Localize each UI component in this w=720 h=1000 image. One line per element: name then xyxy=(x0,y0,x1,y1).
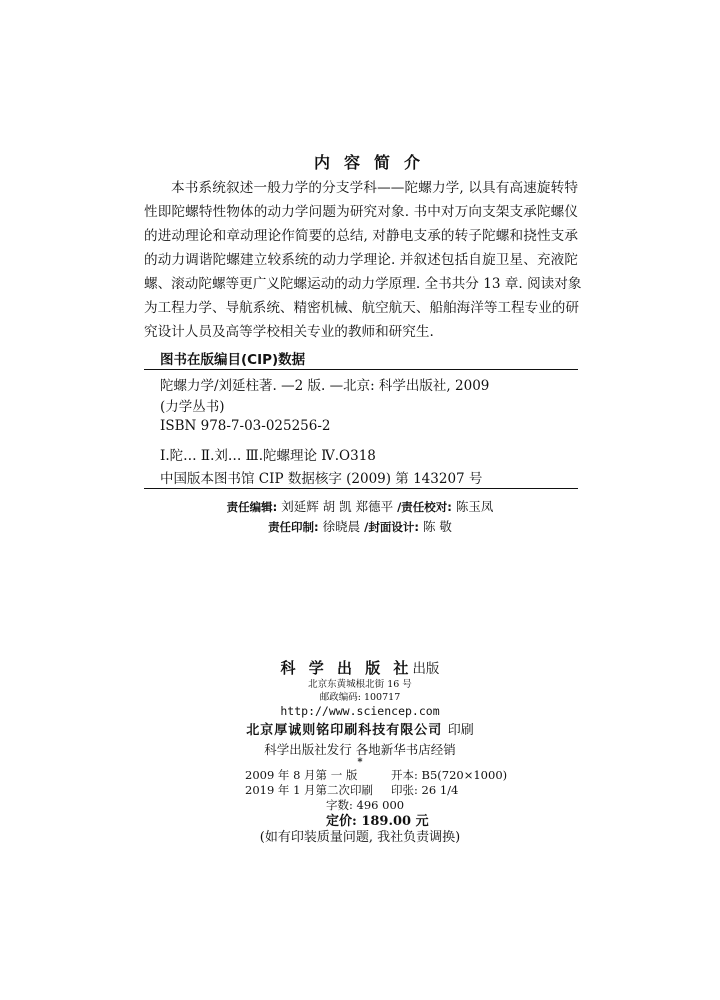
summary-line: 本书系统叙述一般力学的分支学科——陀螺力学, 以具有高速旋转特 xyxy=(171,180,578,196)
summary-line: 究设计人员及高等学校相关专业的教师和研究生. xyxy=(144,324,434,340)
printer-line xyxy=(0,719,720,738)
summary-line: 的动力调谐陀螺建立较系统的动力学理论. 并叙述包括自旋卫星、充液陀 xyxy=(144,252,578,268)
cip-line: Ⅰ.陀… Ⅱ.刘… Ⅲ.陀螺理论 Ⅳ.O318 xyxy=(160,448,376,464)
summary-line: 的进动理论和章动理论作简要的总结, 对静电支承的转子陀螺和挠性支承 xyxy=(144,228,578,244)
publisher-name: 科 学 出 版 社 xyxy=(280,659,413,677)
price: 定价: 189.00 元 xyxy=(326,814,429,829)
cip-line: ISBN 978-7-03-025256-2 xyxy=(160,418,331,434)
publisher-address: 北京东黄城根北街 16 号 xyxy=(308,679,412,690)
book-format: 开本: B5(720×1000) xyxy=(391,768,508,782)
publisher-url: http://www.sciencep.com xyxy=(280,704,440,718)
proofreader-name: 陈玉凤 xyxy=(455,499,494,514)
quality-notice: (如有印装质量问题, 我社负责调换) xyxy=(259,830,461,845)
publisher-name-line xyxy=(0,657,720,678)
cip-heading: 图书在版编目(CIP)数据 xyxy=(160,352,306,368)
publisher-postcode: 邮政编码: 100717 xyxy=(319,692,401,703)
credits-line-2 xyxy=(0,517,720,535)
summary-line: 螺、滚动陀螺等更广义陀螺运动的动力学原理. 全书共分 13 章. 阅读对象 xyxy=(144,276,582,292)
editor-label: 责任编辑: xyxy=(226,500,278,514)
credits-line-1 xyxy=(0,497,720,515)
word-count: 字数: 496 000 xyxy=(326,798,405,812)
summary-body xyxy=(144,176,582,344)
summary-line: 性即陀螺特性物体的动力学问题为研究对象. 书中对万向支架支承陀螺仪 xyxy=(144,204,578,220)
proofreader-label: /责任校对: xyxy=(397,500,452,514)
separator-star: * xyxy=(357,757,363,768)
print-supervisor-label: 责任印制: xyxy=(268,520,319,534)
first-edition-date: 2009 年 8 月第 一 版 xyxy=(245,768,358,782)
editor-names: 刘延辉 胡 凯 郑德平 xyxy=(281,499,394,514)
reprint-date: 2019 年 1 月第二次印刷 xyxy=(245,783,374,797)
print-supervisor-name: 徐晓晨 xyxy=(322,519,361,534)
print-sheets: 印张: 26 1/4 xyxy=(391,783,459,797)
cip-line: 陀螺力学/刘延柱著. —2 版. —北京: 科学出版社, 2009 xyxy=(160,378,490,394)
printer-suffix: 印刷 xyxy=(447,723,474,738)
summary-title: 内容简介 xyxy=(313,153,434,172)
distribution-line: 科学出版社发行 各地新华书店经销 xyxy=(264,742,456,757)
cover-design-label: /封面设计: xyxy=(364,520,419,534)
summary-line: 为工程力学、导航系统、精密机械、航空航天、船舶海洋等工程专业的研 xyxy=(144,300,579,316)
cip-bottom-rule xyxy=(144,488,578,489)
cip-top-rule xyxy=(144,369,578,370)
publisher-suffix: 出版 xyxy=(412,661,440,677)
cip-line: 中国版本图书馆 CIP 数据核字 (2009) 第 143207 号 xyxy=(160,471,483,487)
cover-designer-name: 陈 敬 xyxy=(422,519,452,534)
printer-name: 北京厚诚则铭印刷科技有限公司 xyxy=(246,723,443,738)
cip-line: (力学丛书) xyxy=(160,399,225,415)
